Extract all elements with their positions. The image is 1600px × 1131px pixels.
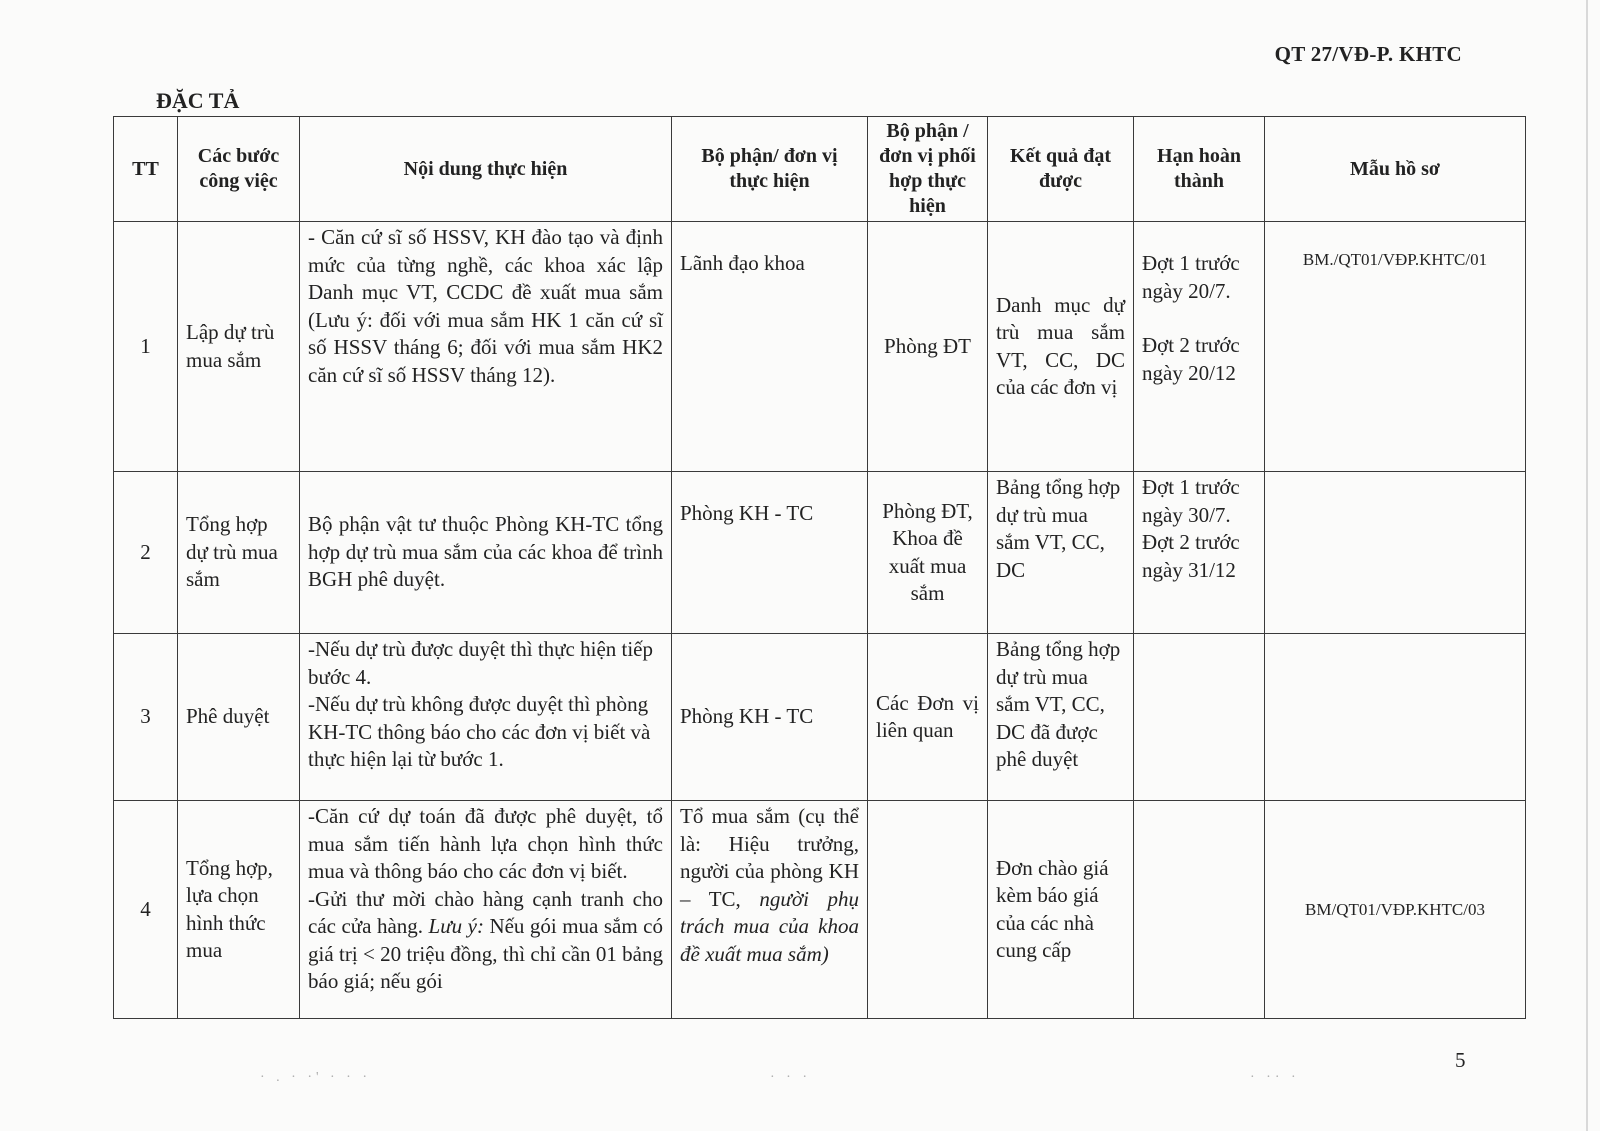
row-result: Bảng tổng hợp dự trù mua sắm VT, CC, DC đã được phê duyệt bbox=[988, 634, 1134, 801]
header-form: Mẫu hồ sơ bbox=[1265, 117, 1526, 222]
row-unit: Phòng KH - TC bbox=[672, 472, 868, 634]
header-result: Kết quả đạt được bbox=[988, 117, 1134, 222]
page-number: 5 bbox=[1455, 1048, 1466, 1072]
header-coop-unit: Bộ phận / đơn vị phối hợp thực hiện bbox=[868, 117, 988, 222]
header-tt: TT bbox=[114, 117, 178, 222]
row-result: Danh mục dự trù mua sắm VT, CC, DC của các đơn vị bbox=[988, 222, 1134, 472]
deadline-batch-1: Đợt 1 trước ngày 30/7. bbox=[1142, 475, 1240, 527]
deadline-batch-1: Đợt 1 trước ngày 20/7. bbox=[1142, 251, 1240, 303]
row-coop-unit: Phòng ĐT, Khoa đề xuất mua sắm bbox=[868, 472, 988, 634]
row-deadline bbox=[1134, 801, 1265, 1019]
section-title: ĐẶC TẢ bbox=[156, 88, 240, 113]
row-result: Bảng tổng hợp dự trù mua sắm VT, CC, DC bbox=[988, 472, 1134, 634]
row-form-code: BM/QT01/VĐP.KHTC/03 bbox=[1265, 801, 1526, 1019]
row-step: Lập dự trù mua sắm bbox=[178, 222, 300, 472]
scan-noise: · ·· · bbox=[1250, 1070, 1300, 1085]
row-tt: 4 bbox=[114, 801, 178, 1019]
row-coop-unit: Các Đơn vị liên quan bbox=[868, 634, 988, 801]
row-unit: Phòng KH - TC bbox=[672, 634, 868, 801]
header-steps: Các bước công việc bbox=[178, 117, 300, 222]
row-deadline bbox=[1134, 634, 1265, 801]
row-form-code bbox=[1265, 634, 1526, 801]
content-select-method: -Căn cứ dự toán đã được phê duyệt, tổ mua sắm tiến hành lựa chọn hình thức mua và thông báo cho các đơn vị biết. bbox=[308, 804, 663, 883]
content-not-approved: -Nếu dự trù không được duyệt thì phòng KH-TC thông báo cho các đơn vị biết và thực hiện lại từ bước 1. bbox=[308, 692, 651, 771]
row-content bbox=[300, 801, 672, 1019]
scan-noise: · · · bbox=[770, 1070, 811, 1085]
row-form-code bbox=[1265, 472, 1526, 634]
deadline-batch-2: Đợt 2 trước ngày 31/12 bbox=[1142, 530, 1240, 582]
row-step: Tổng hợp, lựa chọn hình thức mua bbox=[178, 801, 300, 1019]
header-content: Nội dung thực hiện bbox=[300, 117, 672, 222]
table-row bbox=[114, 801, 1526, 1019]
deadline-batch-2: Đợt 2 trước ngày 20/12 bbox=[1142, 333, 1240, 385]
row-content: - Căn cứ sĩ số HSSV, KH đào tạo và định mức của từng nghề, các khoa xác lập Danh mục VT, CCDC đề xuất mua sắm (Lưu ý: đối với mua sắm HK 1 căn cứ sĩ số HSSV tháng 6; đối với mua sắm HK2 căn cứ sĩ số HSSV tháng 12). bbox=[300, 222, 672, 472]
content-approved: -Nếu dự trù được duyệt thì thực hiện tiếp bước 4. bbox=[308, 637, 654, 689]
row-unit: Lãnh đạo khoa bbox=[672, 222, 868, 472]
row-deadline bbox=[1134, 472, 1265, 634]
unit-italic: người phụ trách mua của khoa đề xuất mua sắm) bbox=[680, 886, 859, 966]
specification-table bbox=[113, 116, 1526, 1019]
row-coop-unit bbox=[868, 801, 988, 1019]
header-unit: Bộ phận/ đơn vị thực hiện bbox=[672, 117, 868, 222]
row-tt: 3 bbox=[114, 634, 178, 801]
row-form-code: BM./QT01/VĐP.KHTC/01 bbox=[1265, 222, 1526, 472]
row-content bbox=[300, 634, 672, 801]
table-header-row bbox=[114, 117, 1526, 222]
note-label: Lưu ý: bbox=[428, 914, 484, 938]
page-edge bbox=[1586, 0, 1588, 1131]
row-result: Đơn chào giá kèm báo giá của các nhà cung cấp bbox=[988, 801, 1134, 1019]
table-row bbox=[114, 472, 1526, 634]
header-deadline: Hạn hoàn thành bbox=[1134, 117, 1265, 222]
row-tt: 1 bbox=[114, 222, 178, 472]
unit-plain: Tổ mua sắm (cụ thể là: Hiệu trưởng, người của phòng KH – TC, bbox=[680, 804, 859, 911]
row-step: Tổng hợp dự trù mua sắm bbox=[178, 472, 300, 634]
content-send-invitation: -Gửi thư mời chào hàng cạnh tranh cho các cửa hàng. Lưu ý: Nếu gói mua sắm có giá trị < 20 triệu đồng, thì chỉ cần 01 bảng báo giá; nếu gói bbox=[308, 886, 663, 993]
table-row bbox=[114, 222, 1526, 472]
row-deadline bbox=[1134, 222, 1265, 472]
row-coop-unit: Phòng ĐT bbox=[868, 222, 988, 472]
row-content: Bộ phận vật tư thuộc Phòng KH-TC tổng hợp dự trù mua sắm của các khoa để trình BGH phê duyệt. bbox=[300, 472, 672, 634]
scan-noise: · . · ·' · · · bbox=[260, 1070, 371, 1085]
document-code: QT 27/VĐ-P. KHTC bbox=[1274, 42, 1462, 66]
row-step: Phê duyệt bbox=[178, 634, 300, 801]
row-tt: 2 bbox=[114, 472, 178, 634]
row-unit bbox=[672, 801, 868, 1019]
table-row bbox=[114, 634, 1526, 801]
